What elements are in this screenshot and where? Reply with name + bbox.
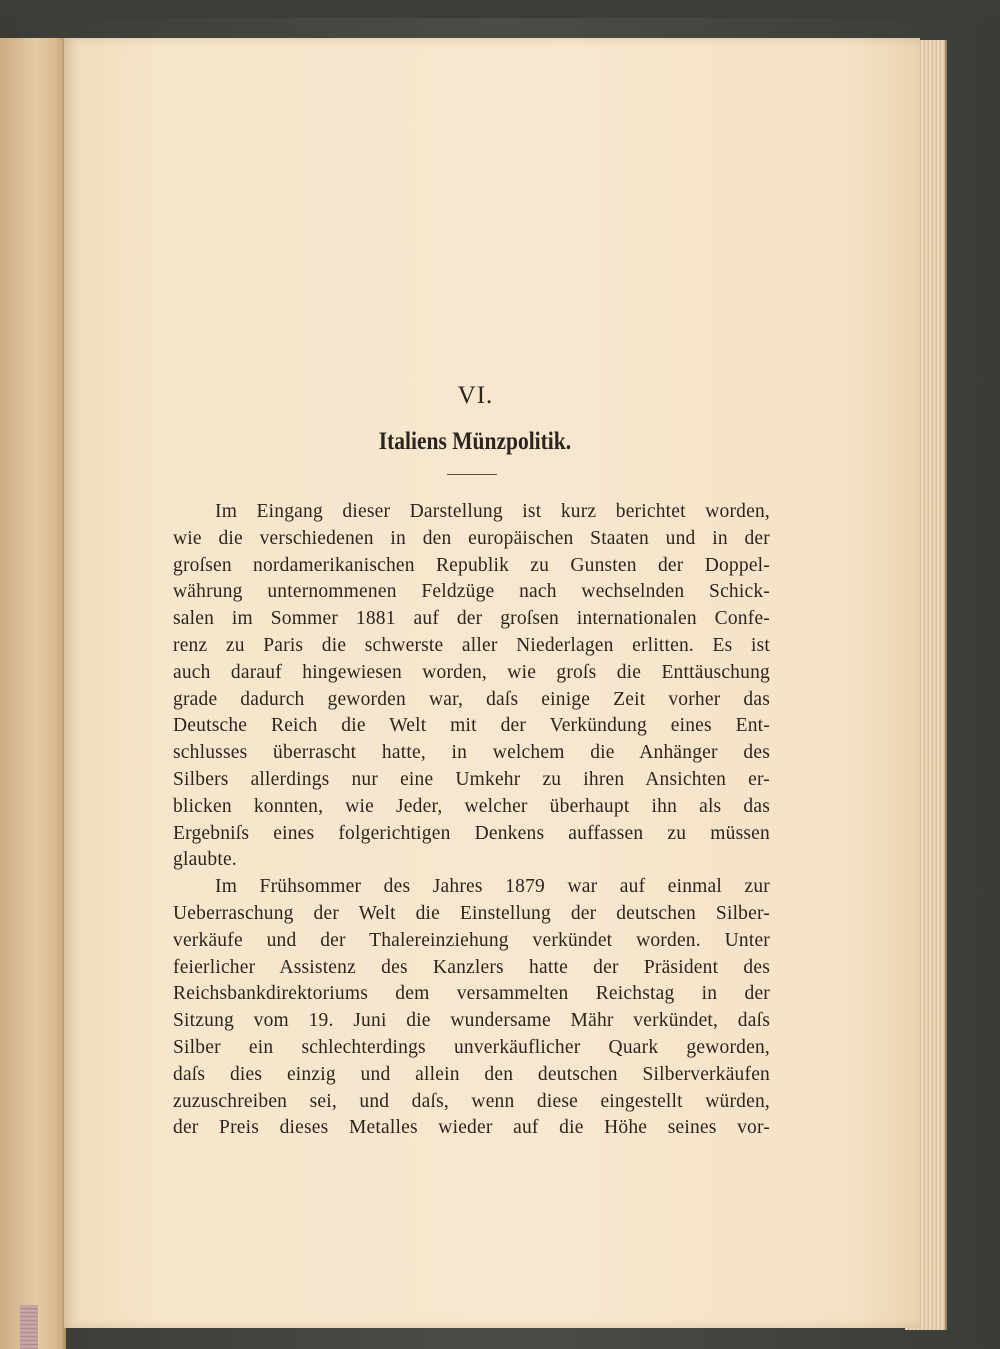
text-line: salen im Sommer 1881 auf der groſsen internationalen Confe- xyxy=(173,608,770,630)
text-line: schlusses überrascht hatte, in welchem die Anhänger des xyxy=(173,742,770,764)
text-line: Deutsche Reich die Welt mit der Verkündung eines Ent- xyxy=(173,715,770,737)
paragraph-2 xyxy=(173,874,770,1142)
text-line: daſs dies einzig und allein den deutschen Silberverkäufen xyxy=(173,1063,770,1085)
text-line: Silber ein schlechterdings unverkäuflicher Quark geworden, xyxy=(173,1036,770,1058)
text-line: verkäufe und der Thalereinziehung verkündet worden. Unter xyxy=(173,929,770,951)
title-rule xyxy=(447,474,497,475)
text-line: der Preis dieses Metalles wieder auf die Höhe seines vor- xyxy=(173,1117,770,1139)
text-line: auch darauf hingewiesen worden, wie groſs die Enttäuschung xyxy=(173,661,770,683)
text-line: feierlicher Assistenz des Kanzlers hatte der Präsident des xyxy=(173,956,770,978)
text-line: wie die verschiedenen in den europäischen Staaten und in der xyxy=(173,527,770,549)
chapter-number: VI. xyxy=(457,382,494,409)
bookmark-ribbon xyxy=(20,1305,38,1349)
page-content xyxy=(173,380,770,1142)
text-line: Im Eingang dieser Darstellung ist kurz berichtet worden, xyxy=(215,501,770,522)
text-line: groſsen nordamerikanischen Republik zu Gunsten der Doppel- xyxy=(173,554,770,576)
text-line: Sitzung vom 19. Juni die wundersame Mähr verkündet, daſs xyxy=(173,1010,770,1032)
text-line: Ueberraschung der Welt die Einstellung der deutschen Silber- xyxy=(173,902,770,924)
text-line: Silbers allerdings nur eine Umkehr zu ihren Ansichten er- xyxy=(173,768,770,790)
left-page-edge xyxy=(0,38,66,1349)
text-line: Reichsbankdirektoriums dem versammelten Reichstag in der xyxy=(173,983,770,1005)
text-line: renz zu Paris die schwerste aller Niederlagen erlitten. Es ist xyxy=(173,634,770,656)
text-line: zuzuschreiben sei, und daſs, wenn diese eingestellt würden, xyxy=(173,1090,770,1112)
text-line: blicken konnten, wie Jeder, welcher überhaupt ihn als das xyxy=(173,795,770,817)
text-line: währung unternommenen Feldzüge nach wechselnden Schick- xyxy=(173,581,770,603)
chapter-title: Italiens Münzpolitik. xyxy=(378,428,572,455)
paragraph-1 xyxy=(173,499,770,874)
text-line: glaubte. xyxy=(173,849,237,871)
text-line: Ergebniſs eines folgerichtigen Denkens auffassen zu müssen xyxy=(173,822,770,844)
text-line: Im Frühsommer des Jahres 1879 war auf einmal zur xyxy=(215,876,770,898)
text-line: grade dadurch geworden war, daſs einige Zeit vorher das xyxy=(173,688,770,710)
